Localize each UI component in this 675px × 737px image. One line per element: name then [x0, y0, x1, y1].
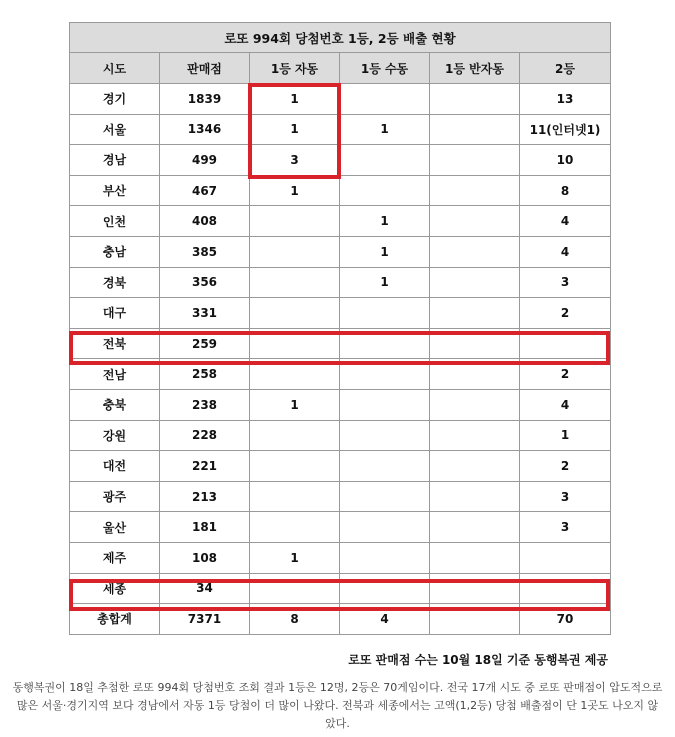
cell-second: 2 — [520, 298, 611, 329]
cell-first-semi-auto — [430, 267, 520, 298]
cell-first-manual — [340, 84, 430, 115]
cell-region: 광주 — [70, 481, 160, 512]
cell-stores: 258 — [160, 359, 250, 390]
cell-region: 전남 — [70, 359, 160, 390]
cell-region: 대구 — [70, 298, 160, 329]
cell-first-auto — [250, 328, 340, 359]
cell-first-auto: 1 — [250, 542, 340, 573]
cell-first-semi-auto — [430, 604, 520, 635]
cell-first-semi-auto — [430, 451, 520, 482]
header-first-manual: 1등 수동 — [340, 53, 430, 84]
cell-second: 8 — [520, 175, 611, 206]
table-row — [70, 84, 611, 115]
cell-region: 경남 — [70, 145, 160, 176]
cell-first-manual — [340, 481, 430, 512]
cell-second — [520, 573, 611, 604]
table-row — [70, 420, 611, 451]
cell-stores: 228 — [160, 420, 250, 451]
cell-region: 세종 — [70, 573, 160, 604]
cell-first-auto — [250, 512, 340, 543]
cell-region: 부산 — [70, 175, 160, 206]
table-row — [70, 175, 611, 206]
header-second: 2등 — [520, 53, 611, 84]
cell-region: 총합계 — [70, 604, 160, 635]
cell-first-semi-auto — [430, 328, 520, 359]
cell-second: 2 — [520, 359, 611, 390]
table-row — [70, 328, 611, 359]
cell-first-manual — [340, 175, 430, 206]
cell-first-manual: 1 — [340, 206, 430, 237]
table-row — [70, 145, 611, 176]
cell-first-manual — [340, 512, 430, 543]
cell-first-auto — [250, 359, 340, 390]
lotto-results-table — [69, 22, 611, 635]
cell-first-auto: 8 — [250, 604, 340, 635]
cell-first-manual — [340, 145, 430, 176]
cell-first-auto — [250, 298, 340, 329]
cell-second: 70 — [520, 604, 611, 635]
cell-stores: 34 — [160, 573, 250, 604]
cell-first-auto: 1 — [250, 84, 340, 115]
table-row — [70, 573, 611, 604]
cell-region: 울산 — [70, 512, 160, 543]
cell-second: 3 — [520, 267, 611, 298]
table-row — [70, 236, 611, 267]
cell-stores: 181 — [160, 512, 250, 543]
cell-region: 대전 — [70, 451, 160, 482]
cell-first-manual — [340, 420, 430, 451]
cell-first-semi-auto — [430, 359, 520, 390]
cell-first-semi-auto — [430, 206, 520, 237]
cell-first-auto — [250, 481, 340, 512]
cell-first-semi-auto — [430, 236, 520, 267]
cell-second: 11(인터넷1) — [520, 114, 611, 145]
cell-stores: 213 — [160, 481, 250, 512]
cell-first-semi-auto — [430, 512, 520, 543]
cell-stores: 331 — [160, 298, 250, 329]
cell-region: 강원 — [70, 420, 160, 451]
cell-region: 경북 — [70, 267, 160, 298]
cell-first-semi-auto — [430, 573, 520, 604]
cell-first-auto: 3 — [250, 145, 340, 176]
cell-second: 4 — [520, 236, 611, 267]
cell-first-auto — [250, 420, 340, 451]
cell-stores: 1839 — [160, 84, 250, 115]
table-row — [70, 542, 611, 573]
cell-region: 충북 — [70, 389, 160, 420]
table-row — [70, 359, 611, 390]
table-title: 로또 994회 당첨번호 1등, 2등 배출 현황 — [70, 23, 611, 53]
header-first-semi-auto: 1등 반자동 — [430, 53, 520, 84]
cell-second — [520, 328, 611, 359]
cell-first-manual — [340, 328, 430, 359]
cell-stores: 7371 — [160, 604, 250, 635]
table-row — [70, 114, 611, 145]
cell-region: 충남 — [70, 236, 160, 267]
cell-first-semi-auto — [430, 114, 520, 145]
table-row — [70, 267, 611, 298]
cell-second: 4 — [520, 206, 611, 237]
header-first-auto: 1등 자동 — [250, 53, 340, 84]
cell-region: 경기 — [70, 84, 160, 115]
cell-second: 1 — [520, 420, 611, 451]
cell-first-semi-auto — [430, 298, 520, 329]
cell-stores: 385 — [160, 236, 250, 267]
cell-region: 서울 — [70, 114, 160, 145]
cell-first-auto — [250, 236, 340, 267]
cell-second: 2 — [520, 451, 611, 482]
cell-second: 10 — [520, 145, 611, 176]
cell-first-manual: 4 — [340, 604, 430, 635]
source-note: 로또 판매점 수는 10월 18일 기준 동행복권 제공 — [348, 653, 608, 667]
cell-first-manual: 1 — [340, 114, 430, 145]
table-row — [70, 389, 611, 420]
cell-first-auto: 1 — [250, 175, 340, 206]
cell-stores: 467 — [160, 175, 250, 206]
table-row — [70, 512, 611, 543]
cell-first-semi-auto — [430, 481, 520, 512]
cell-first-manual — [340, 573, 430, 604]
cell-stores: 238 — [160, 389, 250, 420]
cell-region: 인천 — [70, 206, 160, 237]
table-row — [70, 451, 611, 482]
cell-first-manual — [340, 298, 430, 329]
cell-second: 3 — [520, 481, 611, 512]
cell-stores: 221 — [160, 451, 250, 482]
cell-stores: 356 — [160, 267, 250, 298]
cell-first-auto: 1 — [250, 114, 340, 145]
cell-first-auto — [250, 451, 340, 482]
cell-second — [520, 542, 611, 573]
cell-first-manual — [340, 451, 430, 482]
cell-first-semi-auto — [430, 389, 520, 420]
cell-first-semi-auto — [430, 175, 520, 206]
cell-first-auto — [250, 206, 340, 237]
cell-region: 전북 — [70, 328, 160, 359]
cell-first-semi-auto — [430, 542, 520, 573]
cell-first-manual — [340, 359, 430, 390]
table-body — [70, 84, 611, 635]
table-row — [70, 206, 611, 237]
cell-first-manual: 1 — [340, 267, 430, 298]
cell-stores: 259 — [160, 328, 250, 359]
cell-first-manual — [340, 542, 430, 573]
cell-first-auto: 1 — [250, 389, 340, 420]
table-row — [70, 481, 611, 512]
cell-region: 제주 — [70, 542, 160, 573]
lotto-results-table-wrapper — [69, 22, 610, 635]
header-stores: 판매점 — [160, 53, 250, 84]
article-caption: 동행복권이 18일 추첨한 로또 994회 당첨번호 조회 결과 1등은 12명, 2등은 70게임이다. 전국 17개 시도 중 로또 판매점이 압도적으로 많은 서울·경기지역 보다 경남에서 자동 1등 당첨이 더 많이 나왔다. 전북과 세종에서는 고액(1,2등) 당첨 배출점이 단 1곳도 나오지 않았다. — [12, 681, 663, 730]
cell-first-semi-auto — [430, 84, 520, 115]
cell-stores: 408 — [160, 206, 250, 237]
cell-stores: 1346 — [160, 114, 250, 145]
cell-stores: 499 — [160, 145, 250, 176]
cell-second: 3 — [520, 512, 611, 543]
table-row — [70, 604, 611, 635]
cell-second: 4 — [520, 389, 611, 420]
cell-first-auto — [250, 573, 340, 604]
cell-second: 13 — [520, 84, 611, 115]
cell-first-manual: 1 — [340, 236, 430, 267]
cell-first-semi-auto — [430, 420, 520, 451]
cell-stores: 108 — [160, 542, 250, 573]
cell-first-auto — [250, 267, 340, 298]
cell-first-manual — [340, 389, 430, 420]
cell-first-semi-auto — [430, 145, 520, 176]
table-row — [70, 298, 611, 329]
header-region: 시도 — [70, 53, 160, 84]
